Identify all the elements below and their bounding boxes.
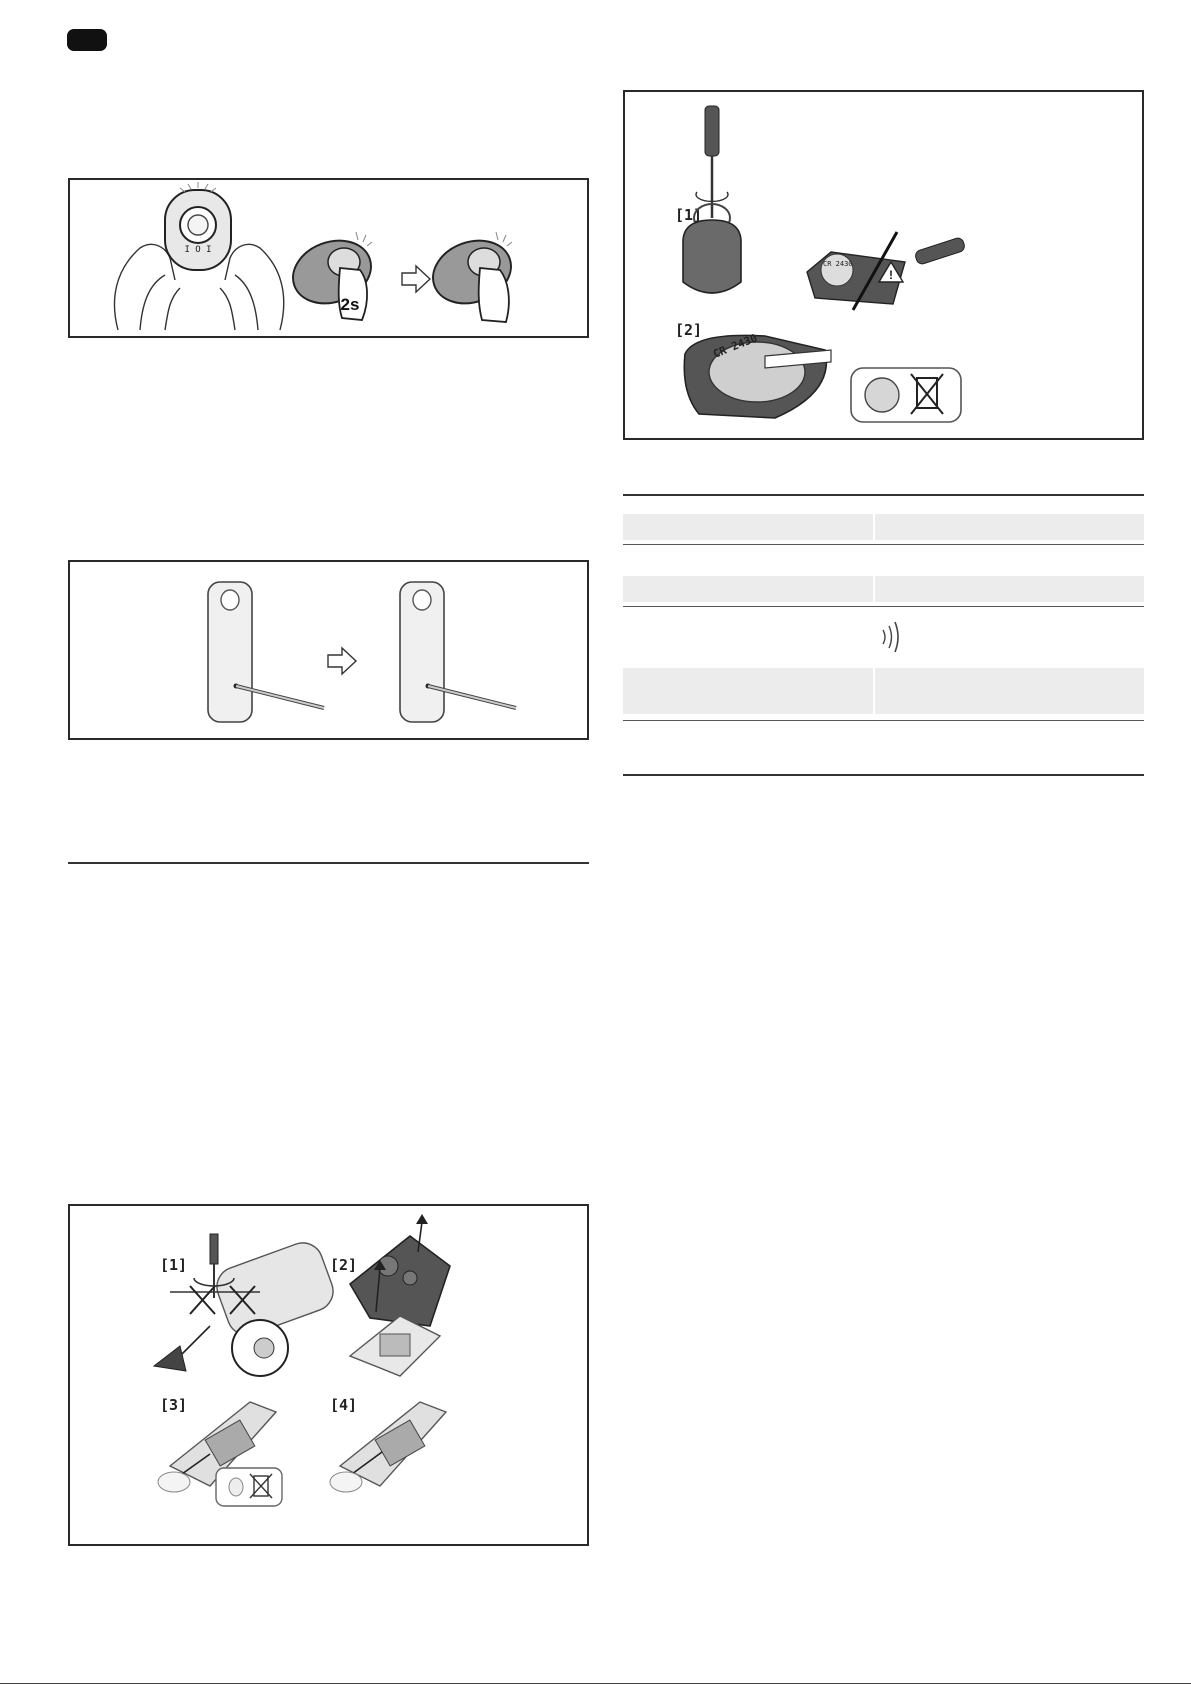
table-row [623, 576, 1144, 602]
step-1-label: [1] [160, 1256, 188, 1274]
coin-battery-icon [865, 378, 899, 412]
step-4-insert-battery [330, 1402, 446, 1492]
svg-text:!: ! [889, 268, 893, 282]
step-4-label: [4] [330, 1396, 358, 1414]
table-bottom-rule [623, 774, 1144, 776]
arrow-right-icon [328, 648, 356, 674]
table-top-rule [623, 494, 1144, 496]
table-rule [623, 544, 1144, 545]
keyfob-step-1-label: [1] [675, 206, 703, 224]
figure-battery-keyfob [623, 90, 1144, 440]
radio-waves-icon [879, 620, 903, 654]
table-rule [623, 720, 1144, 721]
reset-pin-illustration [70, 562, 587, 738]
table-row [623, 514, 1144, 540]
table-row [623, 722, 1144, 772]
step-3-label: [3] [160, 1396, 188, 1414]
press-button-illustration [70, 180, 587, 336]
section-divider [68, 862, 589, 864]
remote-slim-right [400, 582, 516, 722]
table-row [623, 668, 1144, 714]
keyfob-step-2-label: [2] [675, 321, 703, 339]
screwdriver-icon [696, 106, 728, 218]
keyfob-open-warning [807, 232, 966, 310]
step-2-open-case [350, 1214, 450, 1376]
table-rule [623, 606, 1144, 607]
table-row [623, 546, 1144, 570]
remote-press-2s [284, 230, 380, 320]
step-2-label: [2] [330, 1256, 358, 1274]
page-bottom-rule [0, 1683, 1191, 1684]
battery-keyfob-illustration [625, 92, 1142, 438]
keyfob-battery-insert [684, 331, 961, 422]
battery-label-small: CR 2430 [823, 260, 853, 268]
remote-front [165, 190, 231, 270]
step-3-remove-battery [158, 1402, 282, 1506]
figure-press-button [68, 178, 589, 338]
arrow-right-icon [402, 266, 430, 292]
table-row [623, 608, 1144, 662]
svg-text:I O I: I O I [184, 245, 212, 255]
remote-release [424, 230, 520, 322]
language-badge [67, 29, 107, 51]
battery-slim-illustration [70, 1206, 587, 1544]
battery-label: CR 2430 [711, 331, 760, 361]
press-duration-label: 2s [340, 295, 360, 314]
remote-slim-left [208, 582, 324, 722]
figure-battery-slim [68, 1204, 589, 1546]
figure-reset-pin [68, 560, 589, 740]
